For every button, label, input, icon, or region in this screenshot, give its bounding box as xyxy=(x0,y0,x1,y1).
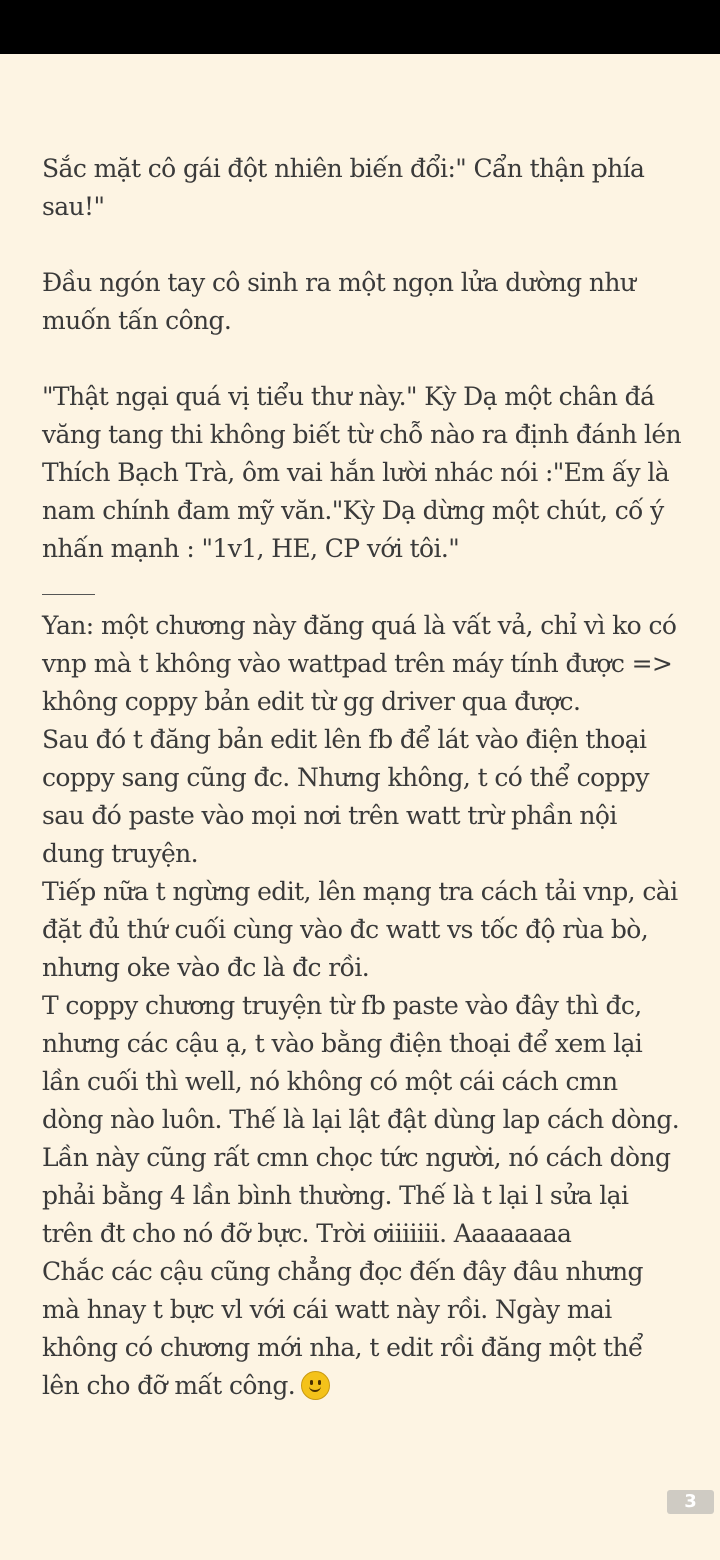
author-note-paragraph: Chắc các cậu cũng chẳng đọc đến đây đâu nhưng mà hnay t bực vl với cái watt này rồi. Ngày mai không có chương mới nha, t edit rồi đăng một thể lên cho đỡ mất công. xyxy=(42,1257,643,1400)
author-note-paragraph: T coppy chương truyện từ fb paste vào đây thì đc, nhưng các cậu ạ, t vào bằng điện thoại để xem lại lần cuối thì well, nó không có một cái cách cmn dòng nào luôn. Thế là lại lật đật dùng lap cách dòng. Lần này cũng rất cmn chọc tức người, nó cách dòng phải bằng 4 lần bình thường. Thế là t lại l sửa lại trên đt cho nó đỡ bực. Trời ơiiiiiii. Aaaaaaaa xyxy=(42,991,680,1248)
status-bar xyxy=(0,0,720,54)
section-divider xyxy=(42,594,95,595)
author-note-last xyxy=(42,1253,682,1405)
author-note-paragraph: Tiếp nữa t ngừng edit, lên mạng tra cách tải vnp, cài đặt đủ thứ cuối cùng vào đc watt vs tốc độ rùa bò, nhưng oke vào đc là đc rồi. xyxy=(42,877,678,982)
author-note-paragraph: Yan: một chương này đăng quá là vất vả, chỉ vì ko có vnp mà t không vào wattpad trên máy tính được => không coppy bản edit từ gg driver qua được. xyxy=(42,611,677,716)
author-note-paragraph: Sau đó t đăng bản edit lên fb để lát vào điện thoại coppy sang cũng đc. Nhưng không, t có thể coppy sau đó paste vào mọi nơi trên watt trừ phần nội dung truyện. xyxy=(42,725,649,868)
chapter-text xyxy=(42,150,682,1405)
story-paragraph: Đầu ngón tay cô sinh ra một ngọn lửa dường như muốn tấn công. xyxy=(42,268,636,335)
smiling-face-icon xyxy=(301,1371,330,1400)
page-number-badge: 3 xyxy=(667,1490,714,1514)
story-paragraph: "Thật ngại quá vị tiểu thư này." Kỳ Dạ một chân đá văng tang thi không biết từ chỗ nào ra định đánh lén Thích Bạch Trà, ôm vai hắn lười nhác nói :"Em ấy là nam chính đam mỹ văn."Kỳ Dạ dừng một chút, cố ý nhấn mạnh : "1v1, HE, CP với tôi." xyxy=(42,382,682,563)
story-paragraph: Sắc mặt cô gái đột nhiên biến đổi:" Cẩn thận phía sau!" xyxy=(42,154,645,221)
